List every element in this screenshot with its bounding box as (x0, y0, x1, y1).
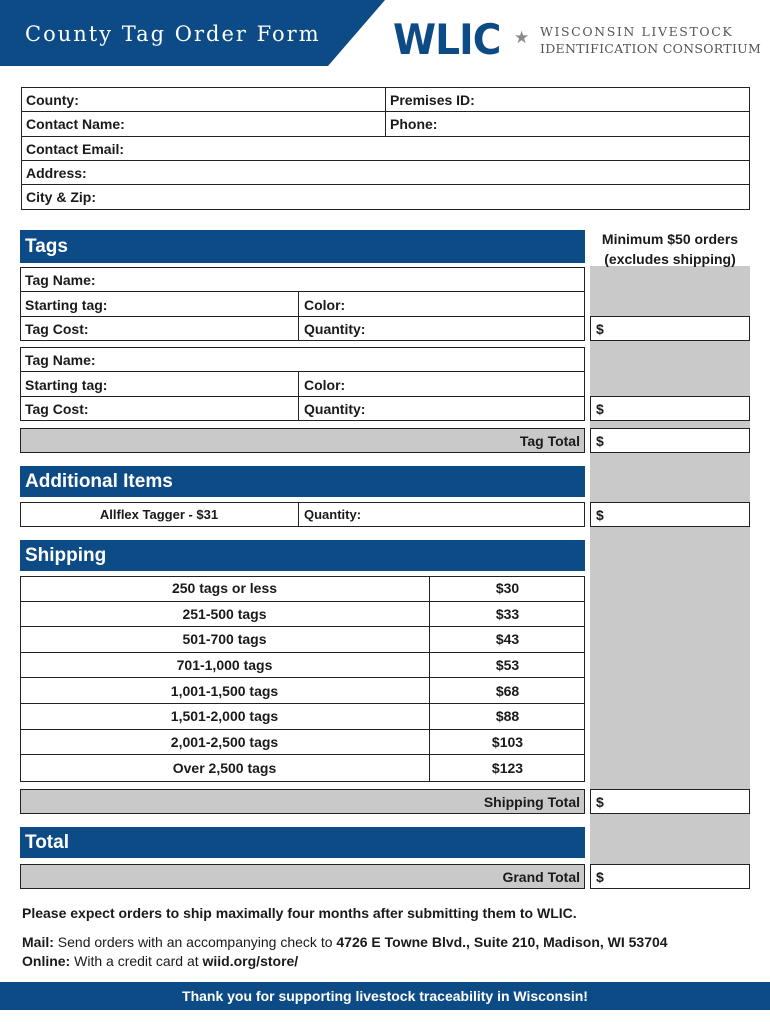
shipping-tier-range: 1,501-2,000 tags (20, 704, 430, 729)
tag-cost-field[interactable]: Tag Cost: (25, 321, 89, 337)
shipping-tier-price: $43 (495, 631, 520, 648)
shipping-tier-price: $88 (495, 708, 520, 725)
contact-email-field[interactable]: Contact Email: (26, 141, 125, 157)
contact-name-field[interactable]: Contact Name: (26, 116, 125, 132)
quantity-field[interactable]: Quantity: (304, 401, 366, 417)
tag-total-field[interactable] (590, 428, 750, 453)
starting-tag-field[interactable]: Starting tag: (25, 297, 108, 313)
grand-total-field[interactable] (590, 864, 750, 889)
wlic-logo: WLIC (393, 15, 501, 64)
dollar-sign: $ (596, 868, 604, 885)
allflex-quantity-field[interactable]: Quantity: (304, 507, 362, 522)
tag-entry-divider (20, 371, 585, 372)
logo-org-name-line2: IDENTIFICATION CONSORTIUM (540, 41, 762, 56)
form-title: County Tag Order Form (25, 22, 321, 46)
footer-thanks: Thank you for supporting livestock traceability in Wisconsin! (182, 988, 588, 1004)
total-section-header (20, 827, 585, 858)
shipping-tier-price: $53 (495, 657, 520, 674)
shipping-tier-range: Over 2,500 tags (20, 755, 430, 781)
online-text: With a credit card at (70, 953, 203, 969)
premises-id-field[interactable]: Premises ID: (390, 92, 475, 108)
total-heading: Total (25, 831, 69, 853)
mail-label: Mail: (22, 934, 54, 950)
minimum-note (590, 229, 750, 269)
tag-2-subtotal-field[interactable] (590, 396, 750, 421)
shipping-tier-price: $123 (491, 759, 524, 776)
tags-section-header (20, 230, 585, 263)
dollar-sign: $ (596, 400, 604, 417)
shipping-rate-row (20, 576, 585, 602)
shipping-rate-row (20, 755, 585, 781)
mail-instructions (22, 934, 668, 950)
shipping-rate-row (20, 602, 585, 628)
grand-total-label: Grand Total (502, 869, 580, 885)
shipping-tier-price: $30 (495, 580, 520, 597)
shipping-heading: Shipping (25, 544, 107, 566)
allflex-row-divider (298, 502, 299, 527)
tag-entry-divider (20, 396, 585, 397)
allflex-tagger-label: Allflex Tagger - $31 (99, 507, 219, 522)
shipping-total-field[interactable] (590, 789, 750, 814)
color-field[interactable]: Color: (304, 377, 346, 393)
shipping-rate-row (20, 704, 585, 730)
additional-items-subtotal-field[interactable] (590, 502, 750, 527)
shipping-rate-row (20, 627, 585, 653)
shipping-tier-range: 251-500 tags (20, 602, 430, 627)
tag-entry-divider (20, 316, 585, 317)
shipping-rate-row (20, 730, 585, 756)
tag-entry-column-divider (298, 291, 299, 341)
shipping-tier-range: 2,001-2,500 tags (20, 730, 430, 755)
shipping-section-header (20, 540, 585, 571)
shipping-tier-range: 1,001-1,500 tags (20, 678, 430, 703)
shipping-rate-row (20, 678, 585, 704)
tag-entry-column-divider (298, 371, 299, 421)
dollar-sign: $ (596, 793, 604, 810)
address-field[interactable]: Address: (26, 165, 87, 181)
shipping-tier-range: 501-700 tags (20, 627, 430, 652)
tag-1-subtotal-field[interactable] (590, 316, 750, 341)
online-label: Online: (22, 953, 71, 969)
additional-items-heading: Additional Items (25, 470, 173, 492)
dollar-sign: $ (596, 432, 604, 449)
footer-bar (0, 982, 770, 1010)
shipping-tier-price: $103 (491, 733, 524, 750)
shipping-tier-price: $68 (495, 682, 520, 699)
contact-divider (21, 160, 750, 161)
color-field[interactable]: Color: (304, 297, 346, 313)
tag-entry-divider (20, 291, 585, 292)
county-field[interactable]: County: (26, 92, 79, 108)
mail-text: Send orders with an accompanying check to (53, 934, 337, 950)
shipping-tier-range: 250 tags or less (20, 576, 430, 601)
minimum-note-line2: (excludes shipping) (604, 251, 736, 267)
mail-address: 4726 E Towne Blvd., Suite 210, Madison, WI 53704 (336, 934, 668, 950)
contact-column-divider (385, 87, 386, 137)
title-banner (0, 0, 390, 66)
logo-org-name-line1: WISCONSIN LIVESTOCK (540, 24, 734, 39)
dollar-sign: $ (596, 506, 604, 523)
contact-divider (21, 184, 750, 185)
tag-name-field[interactable]: Tag Name: (25, 352, 96, 368)
shipping-notice: Please expect orders to ship maximally four months after submitting them to WLIC. (22, 905, 577, 921)
additional-items-section-header (20, 466, 585, 497)
shipping-rate-row (20, 653, 585, 679)
tag-total-label: Tag Total (519, 433, 580, 449)
shipping-tier-price: $33 (495, 605, 520, 622)
online-instructions (22, 953, 298, 969)
shipping-total-label: Shipping Total (483, 794, 580, 810)
starting-tag-field[interactable]: Starting tag: (25, 377, 108, 393)
tag-name-field[interactable]: Tag Name: (25, 272, 96, 288)
online-store-link[interactable]: wiid.org/store/ (202, 953, 299, 969)
shipping-tier-range: 701-1,000 tags (20, 653, 430, 678)
phone-field[interactable]: Phone: (390, 116, 438, 132)
quantity-field[interactable]: Quantity: (304, 321, 366, 337)
star-icon: ★ (514, 28, 530, 47)
tags-heading: Tags (25, 235, 68, 257)
tag-cost-field[interactable]: Tag Cost: (25, 401, 89, 417)
city-zip-field[interactable]: City & Zip: (26, 189, 96, 205)
dollar-sign: $ (596, 320, 604, 337)
minimum-note-line1: Minimum $50 orders (601, 231, 739, 247)
